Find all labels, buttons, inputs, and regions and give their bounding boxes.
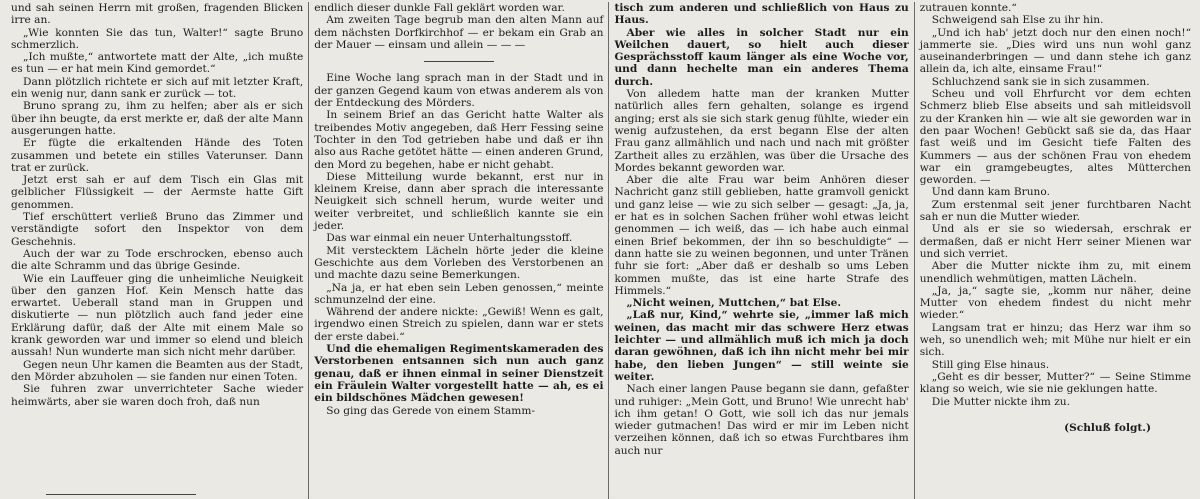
- paragraph: Langsam trat er hinzu; das Herz war ihm so weh, so unendlich weh; mit Mühe nur hielt er ein sich.: [919, 321, 1192, 359]
- paragraph: Scheu und voll Ehrfurcht vor dem echten Schmerz blieb Else abseits und sah mitleidsvoll zu der Kranken hin — wie alt sie geworden war in den paar Wochen! Gebückt saß sie da, das Haar fast weiß und im Gesicht tiefe Falten des Kummers — aus der schönen Frau von ehedem war ein gramgebeugtes, altes Mütterchen geworden. —: [919, 88, 1192, 187]
- paragraph: Mit verstecktem Lächeln hörte jeder die kleine Geschichte aus dem Vorleben des Verstorbenen an und machte dazu seine Bemerkungen.: [314, 244, 604, 282]
- to-be-continued-note: [920, 422, 1191, 434]
- paragraph: So ging das Gerede von einem Stamm-: [326, 404, 535, 417]
- paragraph: Und als er sie so wiedersah, erschrak er dermaßen, daß er nicht Herr seiner Mienen war und sich verriet.: [919, 223, 1192, 260]
- paragraph: Schluchzend sank sie in sich zusammen.: [931, 75, 1150, 88]
- footer-rule: [46, 494, 196, 495]
- paragraph: zutrauen konnte.“: [919, 2, 1017, 14]
- paragraph: Diese Mitteilung wurde bekannt, erst nur in kleinem Kreise, dann aber sprach die interessante Neuigkeit sich schnell herum, wurde weiter und weiter verbreitet, und schließlich kannte sie ein jeder.: [314, 170, 604, 233]
- section-separator: [314, 55, 603, 67]
- paragraph: Er fügte die erkaltenden Hände des Toten zusammen und betete ein stilles Vaterunser. Dann trat er zurück.: [11, 137, 304, 174]
- paragraph: Von alledem hatte man der kranken Mutter natürlich alles fern gehalten, solange es irgend anging; erst als sie sich stark genug fühlte, wieder ein wenig aufzustehen, da erst begann Else der alten Frau ganz allmählich und nach und nach mit größter Zartheit alles zu erzählen, was über die Ursache des Mordes bekannt geworden war.: [614, 88, 909, 174]
- paragraph: Am zweiten Tage begrub man den alten Mann auf dem nächsten Dorfkirchhof — er bekam ein Grab an der Mauer — einsam und allein — — —: [314, 14, 604, 51]
- paragraph: Bruno sprang zu, ihm zu helfen; aber als er sich über ihn beugte, da erst merkte er, daß der alte Mann ausgerungen hatte.: [11, 100, 304, 137]
- paragraph: Das war einmal ein neuer Unterhaltungsstoff.: [326, 232, 573, 245]
- paragraph: Wie ein Lauffeuer ging die unheimliche Neuigkeit über den ganzen Hof. Kein Mensch hatte das erwartet. Ueberall stand man in Gruppen und diskutierte — nun plötzlich auch fand jeder eine Erklärung dafür, daß der Alte mit einem Male so krank geworden war und immer so elend und bleich aussah! Nun wunderte man sich nicht mehr darüber.: [11, 272, 304, 359]
- paragraph: Während der andere nickte: „Gewiß! Wenn es galt, irgendwo einen Streich zu spielen, dann war er stets der erste dabei.“: [314, 306, 604, 343]
- paragraph: tisch zum anderen und schließlich von Haus zu Haus.: [614, 2, 909, 27]
- paragraph: Und die ehemaligen Regimentskameraden des Verstorbenen entsannen sich nun auch ganz genau, daß er ihnen einmal in seiner Dienstzeit ein Fräulein Walter vorgestellt hatte — ah, es ei ein bildschönes Mädchen gewesen!: [314, 343, 604, 405]
- paragraph: „Ich mußte,“ antwortete matt der Alte, „ich mußte es tun — er hat mein Kind gemordet.“: [11, 51, 304, 76]
- paragraph: Sie fuhren zwar unverrichteter Sache wieder heimwärts, aber sie waren doch froh, daß nun: [11, 383, 304, 408]
- text-column-1: [6, 2, 308, 499]
- paragraph: Aber die alte Frau war beim Anhören dieser Nachricht ganz still geblieben, hatte gramvoll genickt und ganz leise — wie zu sich selber — gesagt: „Ja, ja, er hat es in solchen Sachen früher wohl etwas leicht genommen — ich weiß, das — ich habe auch einmal einen Brief bekommen, der ihn so beschuldigte“ — dann hatte sie zu weinen begonnen, und unter Tränen fuhr sie fort: „Aber daß er deshalb so ums Leben kommen mußte, das ist eine harte Strafe des Himmels.“: [614, 174, 909, 297]
- paragraph: Aber wie alles in solcher Stadt nur ein Weilchen dauert, so hielt auch dieser Gesprächsstoff kaum länger als eine Woche vor, und dann hechelte man ein anderes Thema durch.: [614, 26, 909, 88]
- paragraph: „Nicht weinen, Muttchen,“ bat Else.: [626, 297, 842, 310]
- paragraph: „Und ich hab' jetzt doch nur den einen noch!“ jammerte sie. „Dies wird uns nun wohl ganz auseinanderbringen — und dann stehe ich ganz allein da, ich alte, einsame Frau!“: [919, 26, 1192, 76]
- paragraph: endlich dieser dunkle Fall geklärt worden war.: [314, 2, 565, 14]
- paragraph: Tief erschüttert verließ Bruno das Zimmer und verständigte sofort den Inspektor von dem Geschehnis.: [11, 211, 304, 248]
- text-column-4: [915, 2, 1196, 499]
- paragraph: „Geht es dir besser, Mutter?“ — Seine Stimme klang so weich, wie sie nie geklungen hatte.: [919, 370, 1192, 396]
- paragraph: Jetzt erst sah er auf dem Tisch ein Glas mit gelblicher Flüssigkeit — der Aermste hatte Gift genommen.: [11, 174, 304, 211]
- paragraph: und sah seinen Herrn mit großen, fragenden Blicken irre an.: [11, 2, 304, 27]
- paragraph: Schweigend sah Else zu ihr hin.: [931, 14, 1104, 27]
- paragraph: Dann plötzlich richtete er sich auf mit letzter Kraft, ein wenig nur, dann sank er zurück — tot.: [11, 75, 304, 101]
- closing-text: (Schluß folgt.): [1064, 421, 1152, 434]
- paragraph: Aber die Mutter nickte ihm zu, mit einem unendlich wehmütigen, matten Lächeln.: [919, 260, 1192, 285]
- paragraph: „Laß nur, Kind,“ wehrte sie, „immer laß mich weinen, das macht mir das schwere Herz etwas leichter — und allmählich muß ich mich ja doch daran gewöhnen, daß ich ihn nicht mehr bei mir habe, den lieben Jungen“ — still weinte sie weiter.: [614, 309, 909, 383]
- paragraph: Auch der war zu Tode erschrocken, ebenso auch die alte Schramm und das übrige Gesinde.: [11, 247, 304, 273]
- paragraph: In seinem Brief an das Gericht hatte Walter als treibendes Motiv angegeben, daß Herr Fessing seine Tochter in den Tod getrieben habe und daß er ihn also aus Rache getötet hätte — einen anderen Grund, den Mord zu begehen, habe er nicht gehabt.: [314, 109, 604, 171]
- paragraph: Nach einer langen Pause begann sie dann, gefaßter und ruhiger: „Mein Gott, und Bruno! Wie unrecht hab' ich ihm getan! O Gott, wie soll ich das nur jemals wieder gutmachen! Das wird er mir im Leben nicht verzeihen können, daß ich so etwas Furchtbares ihm auch nur: [614, 383, 909, 457]
- paragraph: Und dann kam Bruno.: [931, 186, 1050, 199]
- text-column-3: [609, 2, 913, 499]
- paragraph: Still ging Else hinaus.: [931, 358, 1050, 371]
- paragraph: „Ja, ja,“ sagte sie, „komm nur näher, deine Mutter von ehedem findest du nicht mehr wieder.“: [919, 284, 1192, 322]
- paragraph: Gegen neun Uhr kamen die Beamten aus der Stadt, den Mörder abzuholen — sie fanden nur einen Toten.: [11, 358, 304, 383]
- paragraph: Zum erstenmal seit jener furchtbaren Nacht sah er nun die Mutter wieder.: [919, 198, 1192, 224]
- paragraph: Eine Woche lang sprach man in der Stadt und in der ganzen Gegend kaum von etwas anderem als von der Entdeckung des Mörders.: [314, 72, 604, 110]
- paragraph: Die Mutter nickte ihm zu.: [931, 395, 1070, 408]
- text-column-2: [309, 2, 608, 499]
- paragraph: „Na ja, er hat eben sein Leben genossen,“ meinte schmunzelnd der eine.: [314, 281, 604, 306]
- paragraph: „Wie konnten Sie das tun, Walter!“ sagte Bruno schmerzlich.: [11, 26, 304, 51]
